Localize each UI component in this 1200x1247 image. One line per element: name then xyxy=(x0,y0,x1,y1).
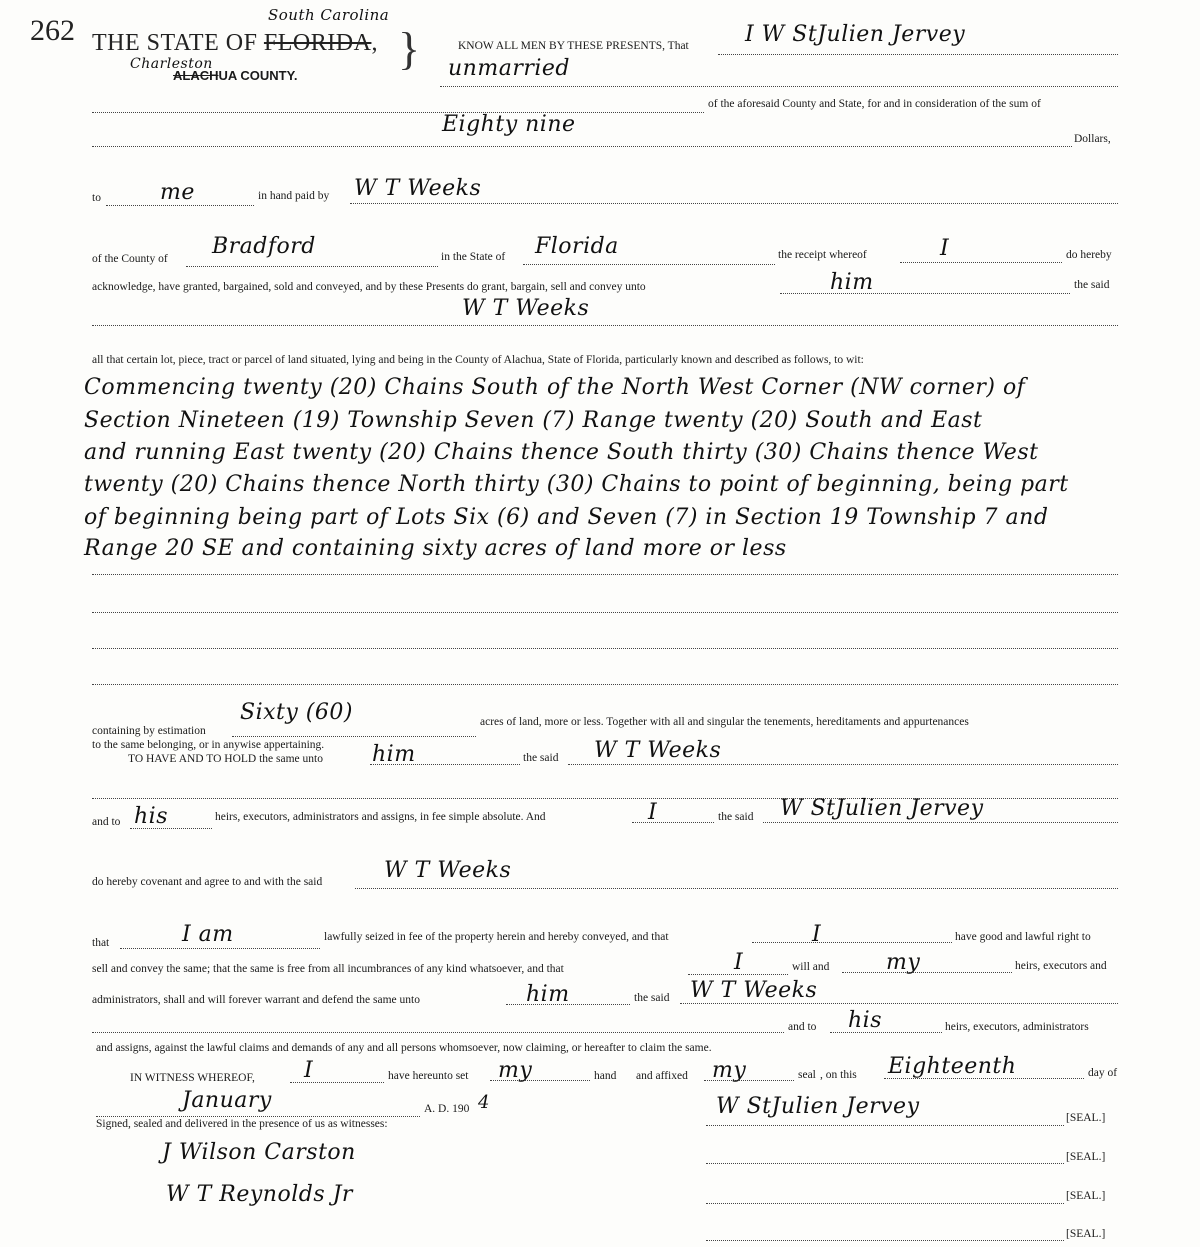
grantor-hw: W StJulien Jervey xyxy=(780,796,984,821)
county-heading xyxy=(173,68,297,83)
and-to-label: and to xyxy=(92,816,121,828)
county-struck: ALACH xyxy=(173,68,219,83)
covenant-line xyxy=(355,888,1118,889)
day-hw: Eighteenth xyxy=(888,1054,1017,1079)
ad-label: A. D. 190 xyxy=(424,1103,470,1115)
county-of-label: of the County of xyxy=(92,253,168,265)
grantee-hw: W T Weeks xyxy=(690,978,818,1003)
month-line xyxy=(96,1116,420,1117)
have-good-text: have good and lawful right to xyxy=(955,931,1091,943)
amount-hw: Eighty nine xyxy=(442,112,576,137)
description-line: Section Nineteen (19) Township Seven (7) Range twenty (20) South and East xyxy=(84,408,983,433)
receipt-hw: I xyxy=(940,236,950,261)
witness1-signature: J Wilson Carston xyxy=(162,1140,356,1165)
heirs-exec-admin-text: heirs, executors, administrators xyxy=(945,1021,1089,1033)
my-hw: my xyxy=(886,950,921,975)
seal-label: [SEAL.] xyxy=(1066,1190,1106,1202)
to-label: to xyxy=(92,192,101,204)
and-affixed-label: and affixed xyxy=(636,1070,688,1082)
his-hw: his xyxy=(134,804,168,829)
county-handwritten: Charleston xyxy=(130,56,213,72)
hand-label: hand xyxy=(594,1070,617,1082)
signature-line xyxy=(706,1203,1064,1204)
county-of-line xyxy=(186,266,438,267)
state-prefix: THE STATE OF xyxy=(92,30,258,56)
that-hw: I xyxy=(812,922,822,947)
state-heading: THE STATE OF FLORIDA, xyxy=(92,30,378,56)
will-and-label: will and xyxy=(792,961,830,973)
payer-hw: W T Weeks xyxy=(354,176,482,201)
acres-text: acres of land, more or less. Together with all and singular the tenements, hereditaments and appurtenances xyxy=(480,716,969,728)
heirs-exec-text: heirs, executors and xyxy=(1015,960,1107,972)
seized-text: lawfully seized in fee of the property herein and hereby conveyed, and that xyxy=(324,931,669,943)
consideration-text: of the aforesaid County and State, for and in consideration of the sum of xyxy=(708,98,1041,110)
grantee-hw: W T Weeks xyxy=(594,738,722,763)
in-state-line xyxy=(523,264,775,265)
assigns-text: and assigns, against the lawful claims and demands of any and all persons whomsoever, now claiming, or hereafter to claim the same. xyxy=(96,1042,712,1054)
grantor-signature: W StJulien Jervey xyxy=(716,1094,920,1119)
sell-convey-text: sell and convey the same; that the same is free from all incumbrances of any kind whatsoever, and that xyxy=(92,963,564,975)
blank-line xyxy=(92,612,1118,613)
acknowledge-text: acknowledge, have granted, bargained, sold and conveyed, and by these Presents do grant, bargain, sell and convey unto xyxy=(92,281,646,293)
grantor-line xyxy=(763,822,1118,823)
blank-line xyxy=(92,684,1118,685)
description-intro: all that certain lot, piece, tract or parcel of land situated, lying and being in the County of Alachua, State of Florida, particularly known and described as follows, to wit: xyxy=(92,354,864,366)
grantor-name-hw: I W StJulien Jervey xyxy=(745,22,966,47)
grantor-line xyxy=(718,54,1118,55)
my-hw: my xyxy=(498,1058,533,1083)
state-handwritten: South Carolina xyxy=(268,6,390,24)
blank-line xyxy=(92,574,1118,575)
grantee-line xyxy=(680,1003,1118,1004)
county-suffix: UA COUNTY. xyxy=(218,68,298,83)
hand-paid-label: in hand paid by xyxy=(258,190,330,202)
who-hw: I xyxy=(304,1058,314,1083)
day-of-label: day of xyxy=(1088,1067,1118,1079)
blank-line xyxy=(92,1032,784,1033)
receipt-line xyxy=(900,262,1062,263)
that-label: that xyxy=(92,937,110,949)
seal-label: seal xyxy=(798,1069,816,1081)
grantee-hw: W T Weeks xyxy=(462,296,590,321)
i-am-line xyxy=(120,948,320,949)
receipt-label: the receipt whereof xyxy=(778,249,867,261)
will-hw: I xyxy=(734,950,744,975)
state-struck: FLORIDA xyxy=(263,30,372,56)
description-line: Range 20 SE and containing sixty acres of land more or less xyxy=(84,536,787,561)
header-brace: } xyxy=(398,23,421,74)
in-state-label: in the State of xyxy=(441,251,506,263)
amount-line xyxy=(92,146,1072,147)
marital-line xyxy=(440,86,1118,87)
heirs-text: heirs, executors, administrators and assigns, in fee simple absolute. And xyxy=(215,811,546,823)
administrators-text: administrators, shall and will forever warrant and defend the same unto xyxy=(92,994,420,1006)
grantee-line xyxy=(568,764,1118,765)
know-all-text: KNOW ALL MEN BY THESE PRESENTS, That xyxy=(458,40,689,52)
to-hw: me xyxy=(160,180,195,205)
payer-line xyxy=(350,203,1118,204)
i-am-hw: I am xyxy=(182,922,234,947)
seal-label: [SEAL.] xyxy=(1066,1151,1106,1163)
belonging-text: to the same belonging, or in anywise appertaining. xyxy=(92,739,325,751)
dollars-label: Dollars, xyxy=(1074,133,1111,145)
unto-line xyxy=(780,293,1070,294)
acres-line xyxy=(232,736,476,737)
the-said-label: the said xyxy=(718,811,754,823)
to-line xyxy=(106,205,254,206)
county-hw: Bradford xyxy=(212,234,316,259)
that-line xyxy=(752,942,952,943)
marital-hw: unmarried xyxy=(448,56,570,81)
do-hereby-label: do hereby xyxy=(1066,249,1112,261)
seal-label: [SEAL.] xyxy=(1066,1112,1106,1124)
and-to-label: and to xyxy=(788,1021,817,1033)
covenant-hw: W T Weeks xyxy=(384,858,512,883)
blank-line xyxy=(92,648,1118,649)
my2-hw: my xyxy=(712,1058,747,1083)
description-line: and running East twenty (20) Chains thence South thirty (30) Chains thence West xyxy=(84,440,1039,465)
blank-line xyxy=(92,112,704,113)
month-hw: January xyxy=(182,1088,272,1113)
grantee-line xyxy=(92,325,1118,326)
unto-hw: him xyxy=(830,270,874,295)
acres-hw: Sixty (60) xyxy=(240,700,353,725)
unto-hw: him xyxy=(526,982,570,1007)
state-hw: Florida xyxy=(535,234,619,259)
description-line: Commencing twenty (20) Chains South of the North West Corner (NW corner) of xyxy=(84,375,1026,400)
the-said-label: the said xyxy=(634,992,670,1004)
his-hw: his xyxy=(848,1008,882,1033)
covenant-text: do hereby covenant and agree to and with the said xyxy=(92,876,323,888)
year-hw: 4 xyxy=(478,1092,490,1113)
have-hereunto-label: have hereunto set xyxy=(388,1070,469,1082)
page-number: 262 xyxy=(30,14,75,47)
witness2-signature: W T Reynolds Jr xyxy=(166,1182,353,1207)
and-line xyxy=(632,822,714,823)
signature-line xyxy=(706,1125,1064,1126)
signature-line xyxy=(706,1240,1064,1241)
signed-text: Signed, sealed and delivered in the presence of us as witnesses: xyxy=(96,1118,388,1130)
and-hw: I xyxy=(648,800,658,825)
the-said-label: the said xyxy=(1074,279,1110,291)
the-said-label: the said xyxy=(523,752,559,764)
unto-hw: him xyxy=(372,742,416,767)
description-line: twenty (20) Chains thence North thirty (30) Chains to point of beginning, being part xyxy=(84,472,1069,497)
on-this-label: , on this xyxy=(820,1069,857,1081)
containing-label: containing by estimation xyxy=(92,725,206,737)
my-line xyxy=(842,972,1012,973)
signature-line xyxy=(706,1163,1064,1164)
description-line: of beginning being part of Lots Six (6) and Seven (7) in Section 19 Township 7 and xyxy=(84,505,1049,530)
seal-label: [SEAL.] xyxy=(1066,1228,1106,1240)
his-line xyxy=(830,1032,942,1033)
in-witness-label: IN WITNESS WHEREOF, xyxy=(130,1072,255,1084)
to-have-text: TO HAVE AND TO HOLD the same unto xyxy=(128,753,323,765)
